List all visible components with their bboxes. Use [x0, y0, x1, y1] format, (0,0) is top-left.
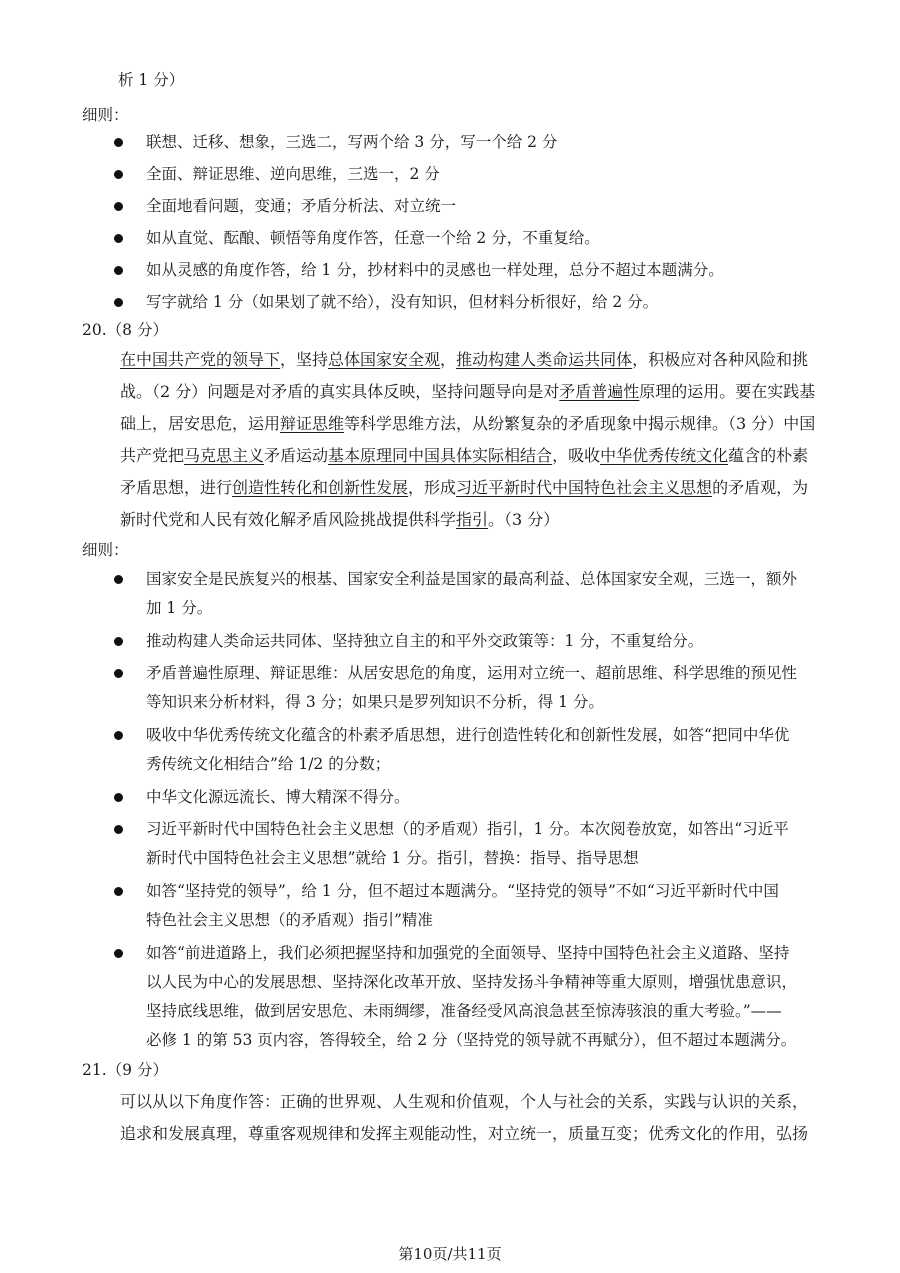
answer-paragraph-line: 可以从以下角度作答：正确的世界观、人生观和价值观，个人与社会的关系，实践与认识的关系， — [120, 1092, 809, 1111]
answer-paragraph-line — [120, 478, 808, 498]
answer-text: 础上，居安思危，运用 — [120, 414, 281, 433]
bullet-icon — [114, 825, 123, 834]
page-number: 第10页/共11页 — [398, 1245, 502, 1263]
bullet-icon — [114, 949, 123, 958]
bullet-icon — [114, 637, 123, 646]
bullet-icon — [114, 202, 123, 211]
underlined-term: 中华优秀传统文化 — [600, 446, 729, 465]
underlined-term: 推动构建人类命运共同体 — [456, 350, 633, 369]
answer-text: ，形成 — [408, 478, 457, 497]
underlined-term: 基本原理同中国具体实际相结合 — [328, 446, 553, 465]
bullet-icon — [114, 266, 123, 275]
rule-item-cont: 以人民为中心的发展思想、坚持深化改革开放、坚持发扬斗争精神等重大原则，增强忧患意识， — [146, 973, 798, 991]
rule-item: 如从直觉、酝酿、顿悟等角度作答，任意一个给 2 分，不重复给。 — [146, 229, 600, 247]
underlined-term: 习近平新时代中国特色社会主义思想 — [456, 478, 713, 497]
answer-text: 等科学思维方法，从纷繁复杂的矛盾现象中揭示规律。（3 分）中国 — [344, 414, 816, 433]
rule-item: 国家安全是民族复兴的根基、国家安全利益是国家的最高利益、总体国家安全观，三选一，额外 — [146, 570, 798, 588]
rule-item: 全面、辩证思维、逆向思维，三选一，2 分 — [146, 165, 440, 183]
answer-text: ， — [440, 350, 457, 369]
question-20-header: 20.（8 分） — [82, 321, 168, 339]
underlined-term: 矛盾普遍性 — [559, 382, 640, 401]
rule-item: 写字就给 1 分（如果划了就不给），没有知识，但材料分析很好，给 2 分。 — [146, 293, 659, 311]
bullet-icon — [114, 669, 123, 678]
answer-paragraph-line — [120, 414, 815, 434]
rule-item-cont: 必修 1 的第 53 页内容，答得较全，给 2 分（坚持党的领导就不再赋分），但不超过本题满分。 — [146, 1031, 797, 1049]
answer-text: 原理的运用。要在实践基 — [639, 382, 816, 401]
rules-label: 细则： — [82, 541, 129, 559]
bullet-icon — [114, 298, 123, 307]
answer-text: 矛盾运动 — [264, 446, 329, 465]
rule-item-cont: 等知识来分析材料，得 3 分；如果只是罗列知识不分析，得 1 分。 — [146, 693, 604, 711]
rule-item: 推动构建人类命运共同体、坚持独立自主的和平外交政策等：1 分，不重复给分。 — [146, 632, 704, 650]
bullet-icon — [114, 170, 123, 179]
rule-item: 全面地看问题，变通；矛盾分析法、对立统一 — [146, 197, 457, 215]
answer-text: ，吸收 — [552, 446, 601, 465]
rule-item: 矛盾普遍性原理、辩证思维：从居安思危的角度，运用对立统一、超前思维、科学思维的预见性 — [146, 664, 798, 682]
answer-text: 的矛盾观，为 — [712, 478, 809, 497]
underlined-term: 马克思主义 — [184, 446, 265, 465]
rule-item-cont: 坚持底线思维，做到居安思危、未雨绸缪，准备经受风高浪急甚至惊涛骇浪的重大考验。”—— — [146, 1002, 782, 1020]
rule-item: 中华文化源远流长、博大精深不得分。 — [146, 788, 410, 806]
bullet-icon — [114, 575, 123, 584]
answer-text: 。（3 分） — [488, 510, 560, 529]
rule-item: 如答“前进道路上，我们必须把握坚持和加强党的全面领导、坚持中国特色社会主义道路、坚持 — [146, 944, 790, 962]
rule-item-cont: 秀传统文化相结合”给 1/2 的分数； — [146, 755, 391, 773]
rule-item-cont: 特色社会主义思想（的矛盾观）指引”精准 — [146, 911, 433, 929]
bullet-icon — [114, 234, 123, 243]
rule-item-cont: 加 1 分。 — [146, 599, 213, 617]
rule-item: 如从灵感的角度作答，给 1 分，抄材料中的灵感也一样处理，总分不超过本题满分。 — [146, 261, 724, 279]
answer-text: 共产党把 — [120, 446, 185, 465]
answer-text: ，坚持 — [280, 350, 329, 369]
answer-text: 蕴含的朴素 — [728, 446, 809, 465]
rules-label: 细则： — [82, 106, 129, 124]
underlined-term: 指引 — [456, 510, 489, 529]
rule-item: 如答“坚持党的领导”，给 1 分，但不超过本题满分。“坚持党的领导”不如“习近平新时代中国 — [146, 882, 779, 900]
answer-text: 矛盾思想，进行 — [120, 478, 233, 497]
answer-paragraph-line — [120, 382, 815, 402]
question-21-header: 21.（9 分） — [82, 1061, 168, 1079]
answer-text: ，积极应对各种风险和挑 — [632, 350, 809, 369]
answer-text: 战。（2 分）问题是对矛盾的真实具体反映，坚持问题导向是对 — [120, 382, 560, 401]
rule-item-cont: 新时代中国特色社会主义思想”就给 1 分。指引，替换：指导、指导思想 — [146, 849, 639, 867]
bullet-icon — [114, 731, 123, 740]
bullet-icon — [114, 793, 123, 802]
answer-paragraph-line: 追求和发展真理，尊重客观规律和发挥主观能动性，对立统一，质量互变；优秀文化的作用，弘扬 — [120, 1124, 809, 1143]
bullet-icon — [114, 887, 123, 896]
rule-item: 联想、迁移、想象，三选二，写两个给 3 分，写一个给 2 分 — [146, 133, 558, 151]
underlined-term: 总体国家安全观 — [328, 350, 441, 369]
underlined-term: 创造性转化和创新性发展 — [232, 478, 409, 497]
underlined-term: 辩证思维 — [280, 414, 345, 433]
rule-item: 习近平新时代中国特色社会主义思想（的矛盾观）指引，1 分。本次阅卷放宽，如答出“习近平 — [146, 820, 789, 838]
continuation-line: 析 1 分） — [118, 71, 185, 89]
answer-paragraph-line — [120, 510, 559, 530]
answer-paragraph-line — [120, 350, 808, 370]
underlined-term: 在中国共产党的领导下 — [120, 350, 281, 369]
bullet-icon — [114, 138, 123, 147]
answer-paragraph-line — [120, 446, 808, 466]
answer-text: 新时代党和人民有效化解矛盾风险挑战提供科学 — [120, 510, 457, 529]
rule-item: 吸收中华优秀传统文化蕴含的朴素矛盾思想，进行创造性转化和创新性发展，如答“把同中华优 — [146, 726, 790, 744]
